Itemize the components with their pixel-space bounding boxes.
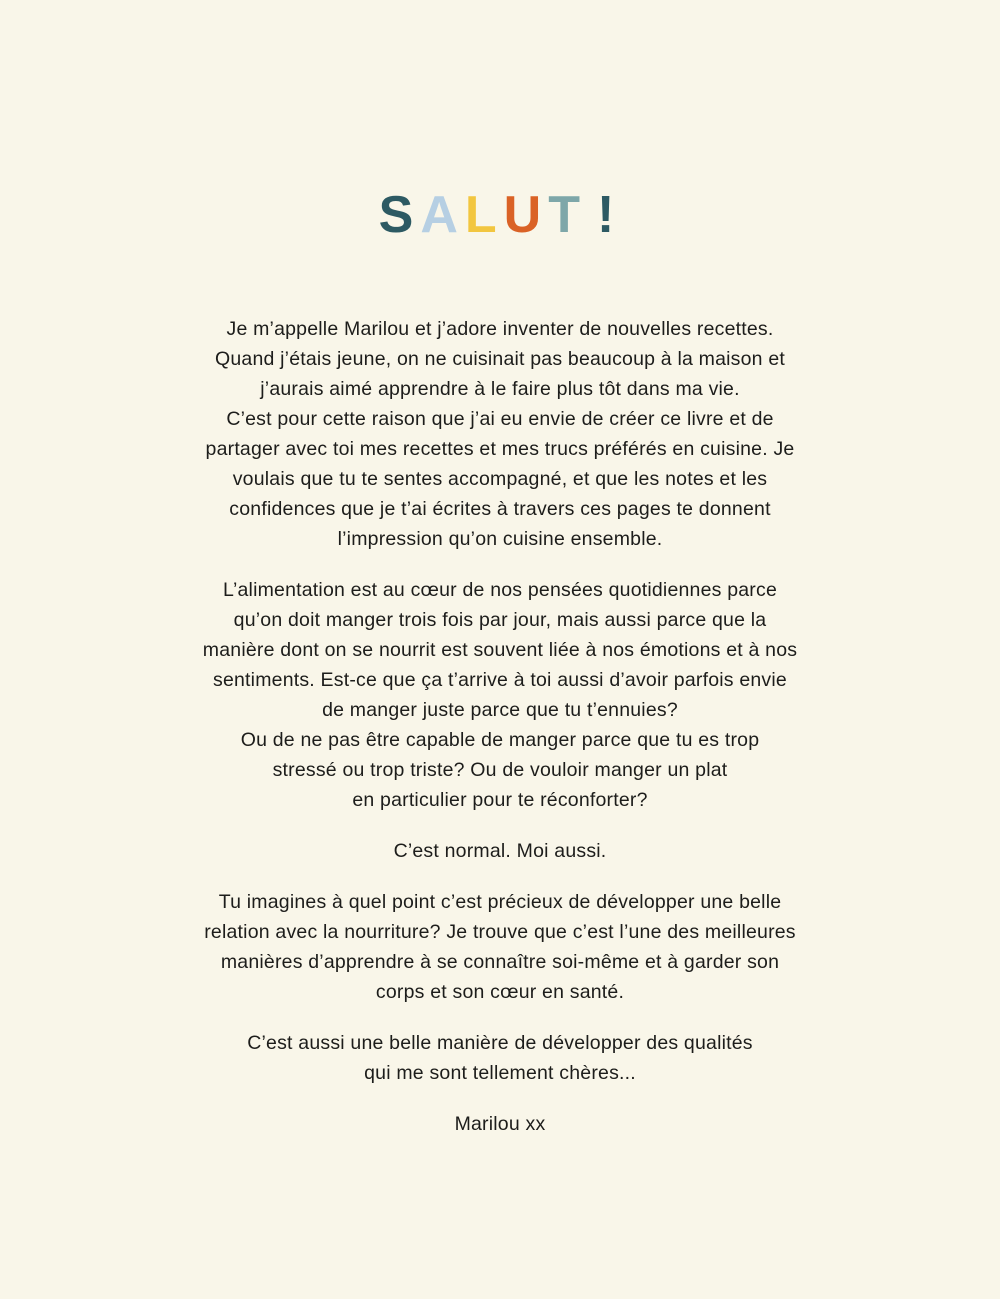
text-line: C’est pour cette raison que j’ai eu envie de créer ce livre et de xyxy=(226,408,774,430)
text-line: l’impression qu’on cuisine ensemble. xyxy=(337,528,663,550)
text-line: corps et son cœur en santé. xyxy=(375,981,625,1003)
text-line: partager avec toi mes recettes et mes trucs préférés en cuisine. Je xyxy=(205,438,795,460)
signature: Marilou xx xyxy=(454,1113,546,1135)
paragraph-5 xyxy=(0,1028,1000,1088)
title-letter-s: S xyxy=(378,186,421,244)
title-letter-t: T xyxy=(548,186,587,244)
intro-text xyxy=(0,314,1000,1139)
text-line: voulais que tu te sentes accompagné, et que les notes et les xyxy=(232,468,768,490)
text-line: Ou de ne pas être capable de manger parce que tu es trop xyxy=(240,729,760,751)
text-line: C’est aussi une belle manière de développer des qualités xyxy=(247,1032,753,1054)
text-line: j’aurais aimé apprendre à le faire plus tôt dans ma vie. xyxy=(260,378,740,400)
text-line: L’alimentation est au cœur de nos pensées quotidiennes parce xyxy=(222,579,777,601)
text-line: relation avec la nourriture? Je trouve que c’est l’une des meilleures xyxy=(204,921,796,943)
title-letter-l: L xyxy=(464,186,504,244)
paragraph-3 xyxy=(0,836,1000,866)
text-line: sentiments. Est-ce que ça t’arrive à toi aussi d’avoir parfois envie xyxy=(213,669,787,691)
text-line: de manger juste parce que tu t’ennuies? xyxy=(322,699,678,721)
text-line: C’est normal. Moi aussi. xyxy=(393,840,607,862)
page-title xyxy=(0,0,1000,242)
text-line: Je m’appelle Marilou et j’adore inventer de nouvelles recettes. xyxy=(226,318,774,340)
text-line: confidences que je t’ai écrites à travers ces pages te donnent xyxy=(229,498,771,520)
text-line: qu’on doit manger trois fois par jour, mais aussi parce que la xyxy=(233,609,767,631)
title-letter-a: A xyxy=(420,186,465,244)
text-line: manières d’apprendre à se connaître soi-même et à garder son xyxy=(220,951,780,973)
title-letter-u: U xyxy=(503,186,549,244)
text-line: manière dont on se nourrit est souvent liée à nos émotions et à nos xyxy=(202,639,798,661)
paragraph-4 xyxy=(0,887,1000,1007)
text-line: qui me sont tellement chères... xyxy=(364,1062,636,1084)
paragraph-2 xyxy=(0,575,1000,815)
title-exclamation: ! xyxy=(597,186,622,244)
text-line: Tu imagines à quel point c’est précieux de développer une belle xyxy=(218,891,782,913)
text-line: stressé ou trop triste? Ou de vouloir manger un plat xyxy=(272,759,728,781)
text-line: en particulier pour te réconforter? xyxy=(352,789,648,811)
paragraph-1 xyxy=(0,314,1000,554)
text-line: Quand j’étais jeune, on ne cuisinait pas beaucoup à la maison et xyxy=(214,348,785,370)
